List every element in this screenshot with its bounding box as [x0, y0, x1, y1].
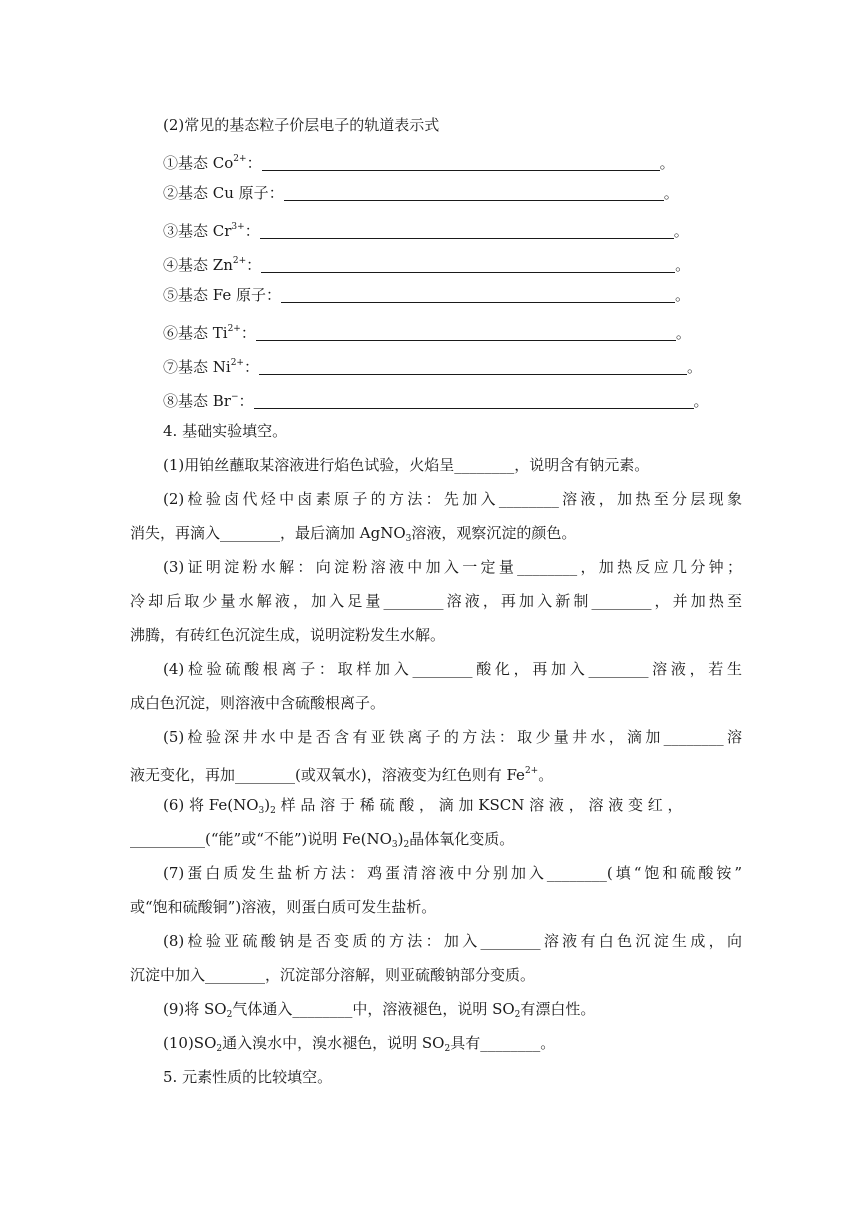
- question-2-line-1: (2)检验卤代烃中卤素原子的方法：先加入________溶液，加热至分层现象: [163, 490, 742, 508]
- orbital-item-cu: ②基态 Cu 原子： 。: [130, 176, 742, 210]
- question-9: (9)将 $SO_2$气体通入________中，溶液褪色，说明 $SO_2$有漂白性。: [163, 1000, 596, 1020]
- subsection-heading: (2)常见的基态粒子价层电子的轨道表示式: [163, 116, 440, 134]
- question-4-line-2: 成白色沉淀，则溶液中含硫酸根离子。: [130, 694, 386, 712]
- answer-blank[interactable]: [259, 355, 687, 375]
- answer-blank[interactable]: [261, 253, 675, 273]
- question-4-line-1: (4)检验硫酸根离子：取样加入________酸化，再加入________溶液，若生: [163, 660, 742, 678]
- answer-blank[interactable]: [254, 389, 694, 409]
- orbital-item-ti: ⑥基态 $Ti^{2+}$： 。: [130, 312, 742, 346]
- document-page: [130, 108, 742, 1094]
- answer-blank[interactable]: [281, 283, 675, 303]
- answer-blank[interactable]: [262, 151, 660, 171]
- orbital-item-cr: ③基态 $Cr^{3+}$： 。: [130, 210, 742, 244]
- orbital-item-zn: ④基态 $Zn^{2+}$： 。: [130, 244, 742, 278]
- question-8-line-1: (8)检验亚硫酸钠是否变质的方法：加入________溶液有白色沉淀生成，向: [163, 932, 742, 950]
- orbital-item-br: ⑧基态 Br−： 。: [130, 380, 742, 414]
- question-3-line-1: (3)证明淀粉水解：向淀粉溶液中加入一定量________，加热反应几分钟；: [163, 558, 742, 576]
- question-7-line-2: 或“饱和硫酸铜”)溶液，则蛋白质可发生盐析。: [130, 898, 437, 916]
- orbital-item-co: ①基态 $Co^{2+}$： 。: [130, 142, 742, 176]
- question-6-line-2: __________(“能”或“不能”)说明 $Fe(NO_3)_2$晶体氧化变质。: [130, 830, 515, 850]
- question-8-line-2: 沉淀中加入________，沉淀部分溶解，则亚硫酸钠部分变质。: [130, 966, 536, 984]
- question-10: $(10)SO_2$通入溴水中，溴水褪色，说明 $SO_2$具有________。: [163, 1034, 556, 1054]
- question-3-line-2: 冷却后取少量水解液，加入足量________溶液，再加入新制________，并加热至: [130, 592, 742, 610]
- section-heading-5: 5. 元素性质的比较填空。: [163, 1068, 333, 1086]
- orbital-item-fe: ⑤基态 Fe 原子： 。: [130, 278, 742, 312]
- section-heading-4: 4. 基础实验填空。: [163, 422, 288, 440]
- question-2-line-2: 消失，再滴入________，最后滴加 AgNO$_3$溶液，观察沉淀的颜色。: [130, 524, 577, 544]
- answer-blank[interactable]: [260, 219, 674, 239]
- question-5-line-2: 液无变化，再加________(或双氧水)，溶液变为红色则有 $Fe^{2+}$。: [130, 766, 554, 784]
- answer-blank[interactable]: [256, 321, 676, 341]
- question-1: (1)用铂丝蘸取某溶液进行焰色试验，火焰呈________，说明含有钠元素。: [163, 456, 650, 474]
- answer-blank[interactable]: [284, 181, 664, 201]
- question-5-line-1: (5)检验深井水中是否含有亚铁离子的方法：取少量井水，滴加________溶: [163, 728, 742, 746]
- question-3-line-3: 沸腾，有砖红色沉淀生成，说明淀粉发生水解。: [130, 626, 446, 644]
- orbital-item-ni: ⑦基态 $Ni^{2+}$： 。: [130, 346, 742, 380]
- question-6-line-1: (6) 将 $Fe(NO_3)_2$ 样 品 溶 于 稀 硫 酸 ， 滴 加 KSCN 溶 液 ， 溶 液 变 红 ，: [163, 796, 683, 816]
- question-7-line-1: (7)蛋白质发生盐析方法：鸡蛋清溶液中分别加入________(填“饱和硫酸铵”: [163, 864, 742, 882]
